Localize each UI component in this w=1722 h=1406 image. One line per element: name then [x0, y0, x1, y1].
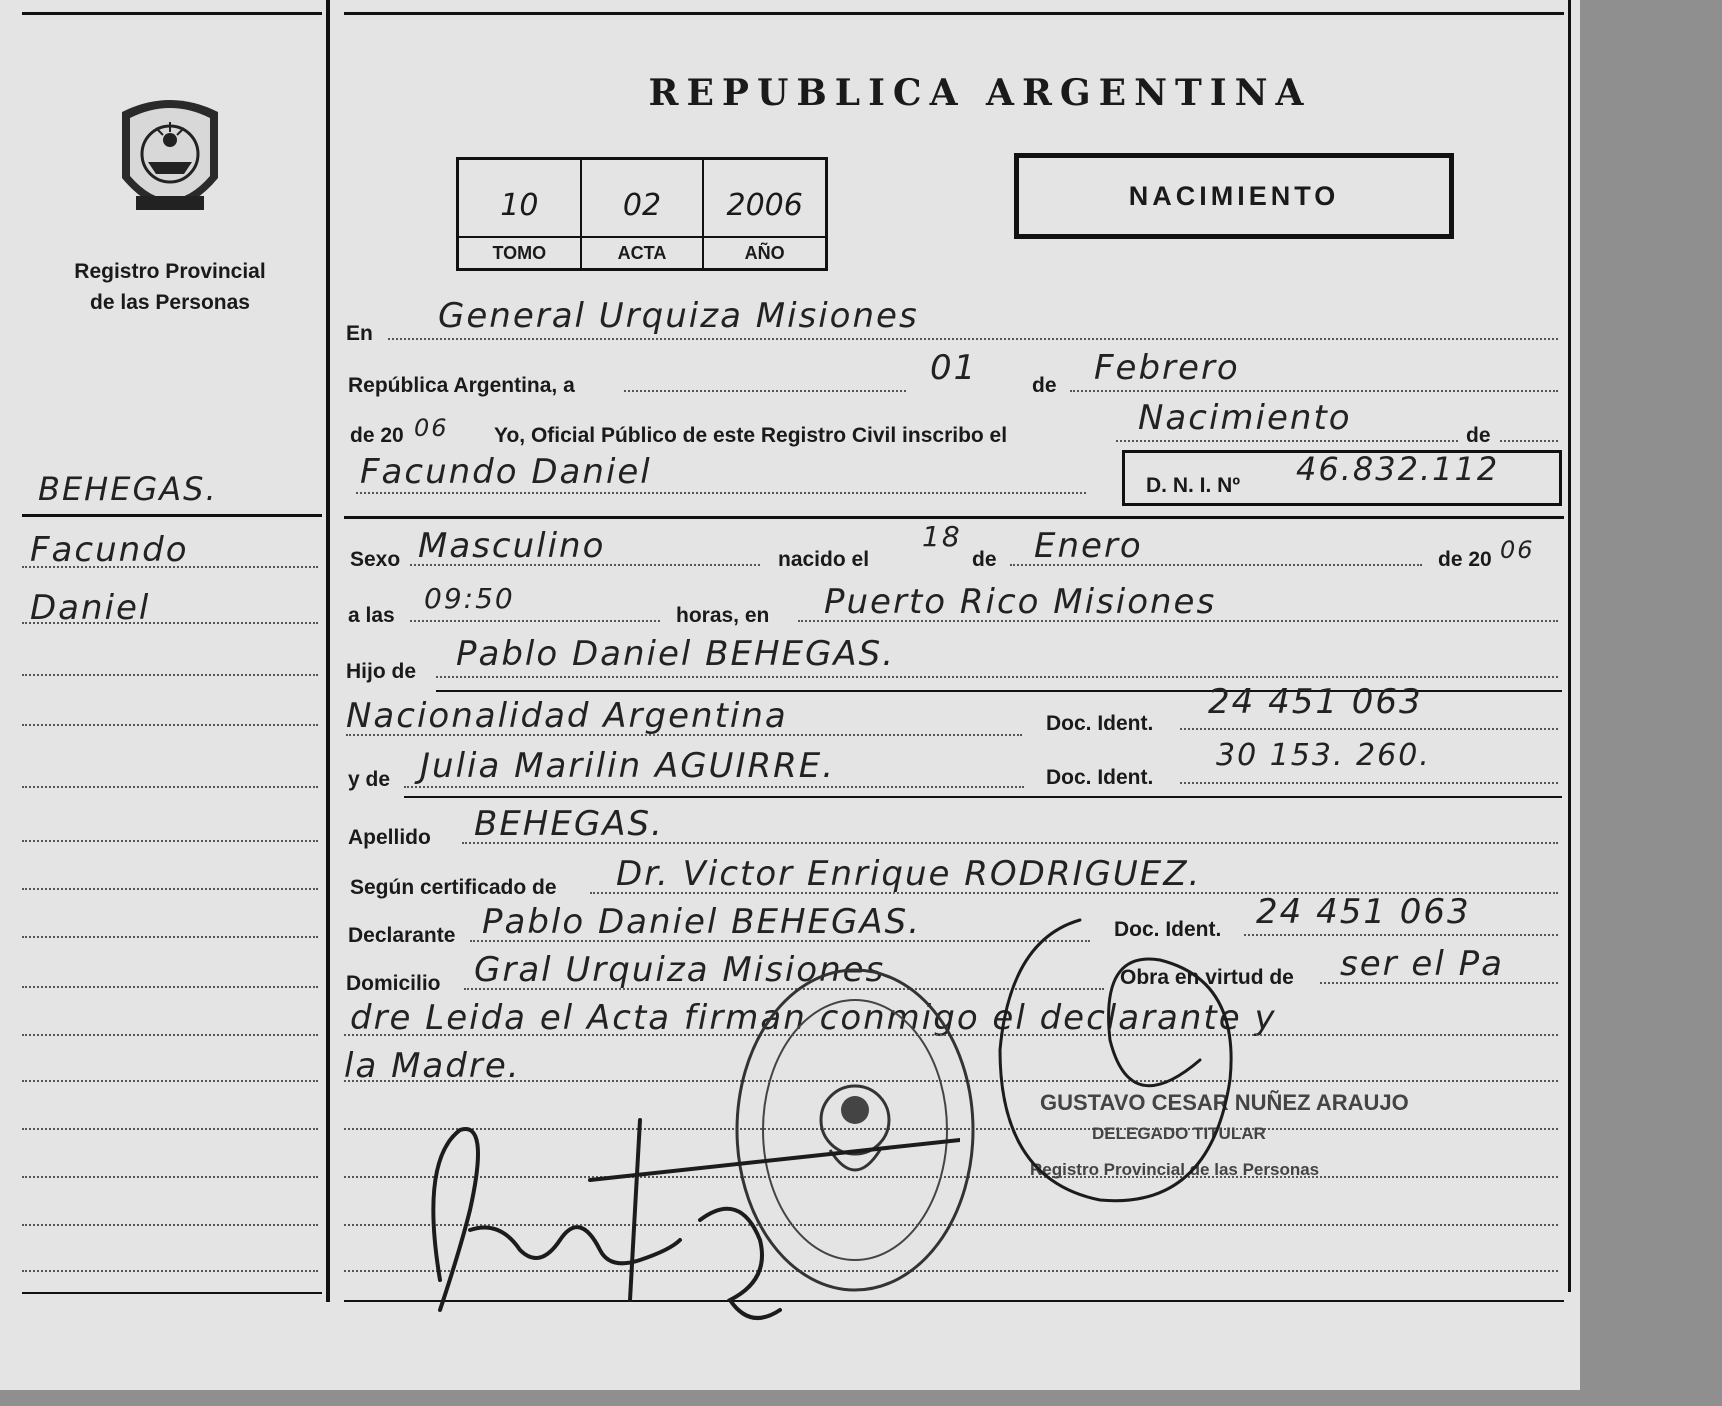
- margin-line: [22, 786, 318, 788]
- declarante-value: Pablo Daniel BEHEGAS.: [482, 902, 922, 942]
- form-line: [404, 786, 1024, 788]
- form-line: [356, 492, 1086, 494]
- alas-label: a las: [348, 604, 395, 627]
- nacido-label: nacido el: [778, 548, 870, 571]
- top-rule: [22, 12, 322, 15]
- acta-label: ACTA: [582, 236, 703, 268]
- misiones-crest-icon: [108, 92, 232, 232]
- tomo-cell: [459, 160, 582, 268]
- registry-line-1: Registro Provincial: [74, 260, 266, 283]
- official-signature: [990, 880, 1240, 1220]
- form-line: [1244, 934, 1558, 936]
- doc-ident-label-2: Doc. Ident.: [1046, 766, 1154, 789]
- apellido-label: Apellido: [348, 826, 431, 849]
- declarant-signature: [400, 1100, 960, 1340]
- en-label: En: [346, 322, 373, 345]
- doc-ident-label-3: Doc. Ident.: [1114, 918, 1222, 941]
- act-value: Nacimiento: [1138, 398, 1352, 438]
- form-line: [1180, 728, 1558, 730]
- form-rule: [404, 796, 1562, 798]
- father-doc-value: 24 451 063: [1208, 682, 1423, 722]
- ano-cell: [704, 160, 825, 268]
- birth-place-value: Puerto Rico Misiones: [824, 582, 1217, 622]
- stamp-office: Registro Provincial de las Personas: [1030, 1160, 1320, 1179]
- margin-line: [22, 1270, 318, 1272]
- observation-line-1: dre Leida el Acta firman conmigo el declarante y: [350, 998, 1277, 1038]
- time-value: 09:50: [424, 582, 515, 615]
- apellido-value: BEHEGAS.: [474, 804, 664, 844]
- hijo-label: Hijo de: [346, 660, 417, 683]
- section-rule: [344, 516, 1564, 519]
- margin-line: [22, 986, 318, 988]
- mother-doc-value: 30 153. 260.: [1216, 738, 1431, 773]
- margin-line: [22, 840, 318, 842]
- de3-label: de: [972, 548, 997, 571]
- certificado-label: Según certificado de: [350, 876, 557, 899]
- form-line: [1500, 440, 1558, 442]
- margin-line: [22, 1034, 318, 1036]
- margin-line: [22, 622, 318, 624]
- dni-label: D. N. I. Nº: [1146, 474, 1241, 497]
- dni-value: 46.832.112: [1296, 450, 1500, 488]
- margin-bottom-rule: [22, 1292, 322, 1294]
- ano-value: 2006: [726, 188, 803, 223]
- form-line: [436, 676, 1558, 678]
- obra-label: Obra en virtud de: [1120, 966, 1294, 989]
- left-margin-column: [0, 0, 330, 1310]
- child-name-value: Facundo Daniel: [360, 452, 652, 492]
- stamp-official-role: DELEGADO TITULAR: [1092, 1124, 1266, 1143]
- day-value: 01: [930, 348, 978, 388]
- document-type-box: NACIMIENTO: [1014, 153, 1454, 239]
- de20b-label: de 20: [1438, 548, 1492, 571]
- country-title: REPUBLICA ARGENTINA: [648, 72, 1312, 114]
- birth-month-value: Enero: [1034, 526, 1143, 566]
- margin-first-name: Facundo: [30, 530, 189, 570]
- margin-line: [22, 1080, 318, 1082]
- yo-text: Yo, Oficial Público de este Registro Civil inscribo el: [494, 424, 1008, 447]
- margin-line: [22, 724, 318, 726]
- acta-value: 02: [622, 188, 662, 223]
- birth-year-value: 06: [1500, 536, 1535, 564]
- declarante-label: Declarante: [348, 924, 456, 947]
- obra-value: ser el Pa: [1340, 944, 1504, 984]
- stamp-official-name: GUSTAVO CESAR NUÑEZ ARAUJO: [1040, 1090, 1409, 1115]
- margin-surname: BEHEGAS.: [38, 470, 218, 508]
- republica-label: República Argentina, a: [348, 374, 575, 397]
- form-line: [1070, 390, 1558, 392]
- form-line: [346, 734, 1022, 736]
- book-table: [456, 157, 828, 271]
- father-value: Pablo Daniel BEHEGAS.: [456, 634, 896, 674]
- domicilio-label: Domicilio: [346, 972, 441, 995]
- registry-title: [40, 256, 300, 318]
- margin-divider: [22, 514, 322, 517]
- form-line: [1116, 440, 1458, 442]
- margin-line: [22, 936, 318, 938]
- tomo-value: 10: [500, 188, 539, 223]
- year-value: 06: [414, 414, 449, 442]
- form-line: [624, 390, 906, 392]
- sexo-label: Sexo: [350, 548, 401, 571]
- margin-line: [22, 566, 318, 568]
- margin-line: [22, 1176, 318, 1178]
- right-border: [1568, 0, 1571, 1292]
- declarante-doc-value: 24 451 063: [1256, 892, 1471, 932]
- margin-line: [22, 888, 318, 890]
- margin-second-name: Daniel: [30, 588, 151, 628]
- horas-label: horas, en: [676, 604, 770, 627]
- column-divider: [326, 0, 330, 1302]
- registry-line-2: de las Personas: [90, 291, 250, 314]
- form-line: [410, 620, 660, 622]
- acta-cell: [582, 160, 705, 268]
- top-rule-main: [344, 12, 1564, 15]
- yde-label: y de: [348, 768, 391, 791]
- father-nationality-value: Nacionalidad Argentina: [346, 696, 788, 736]
- tomo-label: TOMO: [459, 236, 580, 268]
- observation-line-2: la Madre.: [344, 1046, 521, 1086]
- ano-label: AÑO: [704, 236, 825, 268]
- de20-label: de 20: [350, 424, 404, 447]
- doc-ident-label: Doc. Ident.: [1046, 712, 1154, 735]
- sexo-value: Masculino: [418, 526, 606, 566]
- month-value: Febrero: [1094, 348, 1240, 388]
- de2-label: de: [1466, 424, 1491, 447]
- mother-value: Julia Marilin AGUIRRE.: [420, 746, 836, 786]
- margin-line: [22, 674, 318, 676]
- form-line: [388, 338, 1558, 340]
- birth-day-value: 18: [922, 520, 962, 553]
- margin-line: [22, 1128, 318, 1130]
- margin-line: [22, 1224, 318, 1226]
- form-line: [1180, 782, 1558, 784]
- de-label: de: [1032, 374, 1057, 397]
- certificado-value: Dr. Victor Enrique RODRIGUEZ.: [616, 854, 1202, 894]
- place-value: General Urquiza Misiones: [438, 296, 919, 336]
- domicilio-value: Gral Urquiza Misiones: [474, 950, 886, 990]
